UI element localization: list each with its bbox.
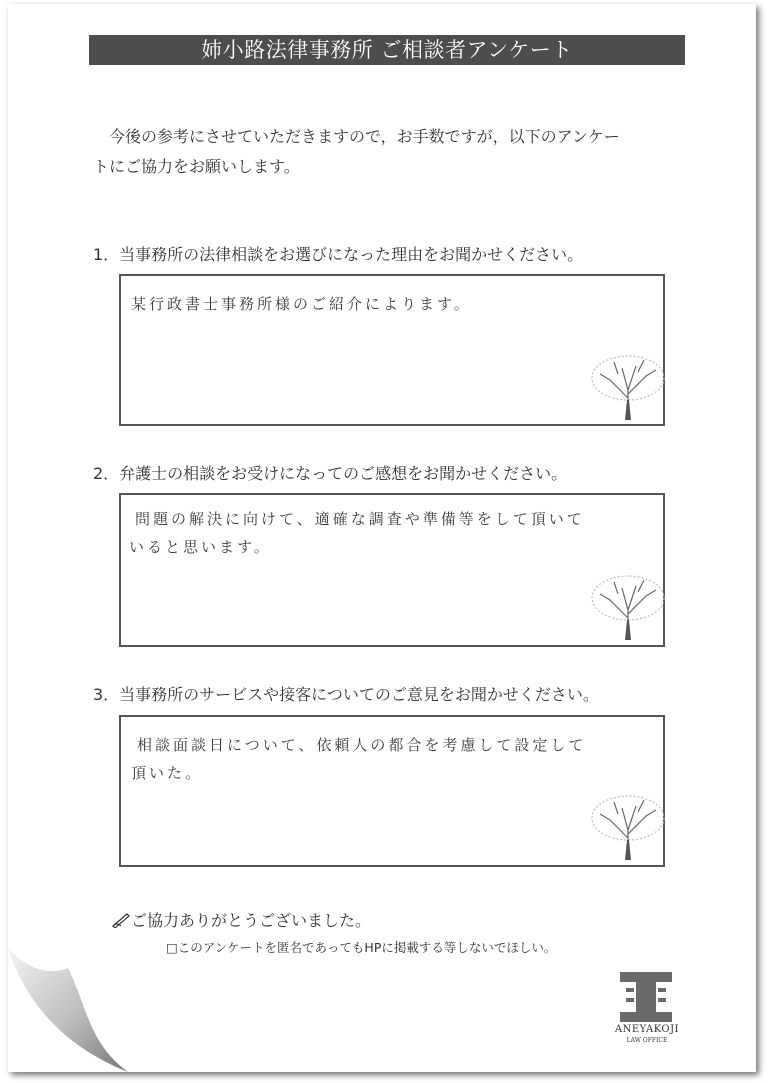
logo-subtitle: LAW OFFICE <box>626 1037 668 1044</box>
tree-icon <box>588 570 668 642</box>
anonymity-checkbox-note[interactable]: □このアンケートを匿名であってもHPに掲載する等しないでほしい。 <box>166 940 557 955</box>
tree-icon <box>588 350 668 422</box>
intro-line-1: 今後の参考にさせていただきますので，お手数ですが，以下のアンケー <box>93 127 620 146</box>
logo-name: ANEYAKOJI <box>614 1024 680 1035</box>
intro-text <box>93 122 693 182</box>
answer-3-line-2: 頂いた。 <box>131 764 204 782</box>
pen-icon <box>111 912 131 928</box>
answer-2-line-2: いると思います。 <box>129 538 272 556</box>
question-1-label: 1．当事務所の法律相談をお選びになった理由をお聞かせください。 <box>93 245 584 264</box>
intro-line-2: トにご協力をお願いします。 <box>93 157 300 176</box>
question-2-label: 2．弁護士の相談をお受けになってのご感想をお聞かせください。 <box>93 464 568 483</box>
answer-1-line-1: 某行政書士事務所様のご紹介によります。 <box>131 295 472 313</box>
question-3-label: 3．当事務所のサービスや接客についてのご意見をお聞かせください。 <box>93 685 599 704</box>
closing-thanks <box>111 908 371 931</box>
aneyakoji-logo-icon <box>616 970 676 1022</box>
answer-3-line-1: 相談面談日について、依頼人の都合を考慮して設定して <box>137 736 587 754</box>
answer-box-2[interactable] <box>119 493 665 647</box>
page-title: 姉小路法律事務所 ご相談者アンケート <box>89 35 685 65</box>
page-curl-icon <box>8 948 128 1072</box>
answer-box-3[interactable] <box>119 715 665 867</box>
thanks-text: ご協力ありがとうございました。 <box>131 911 372 930</box>
answer-2-line-1: 問題の解決に向けて、適確な調査や準備等をして頂いて <box>135 510 585 528</box>
tree-icon <box>588 790 668 862</box>
answer-box-1[interactable] <box>119 274 665 426</box>
